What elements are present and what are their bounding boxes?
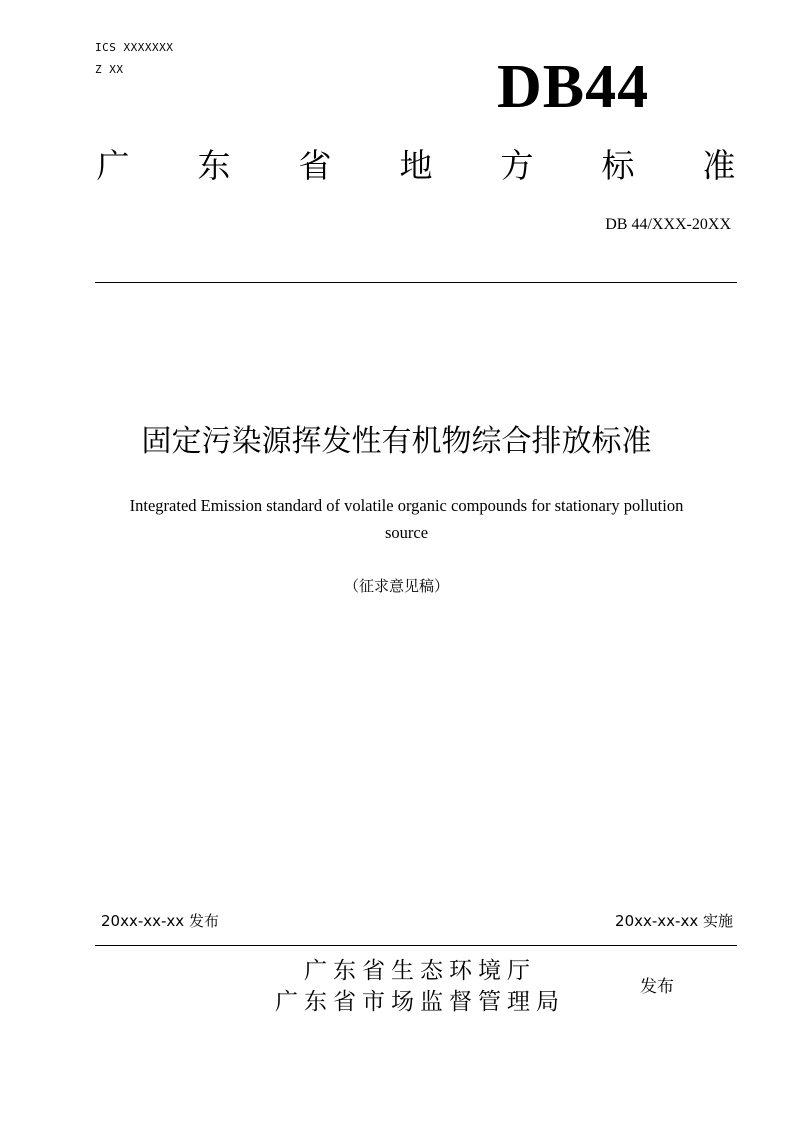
publish-date: 20xx-xx-xx 发布 — [101, 912, 219, 930]
standard-number: DB 44/XXX-20XX — [605, 216, 731, 233]
document-title-english: Integrated Emission standard of volatile organic compounds for stationary pollution source — [129, 496, 684, 542]
issuer-ecology-department: 广东省生态环境厅 — [304, 958, 536, 984]
draft-status: （征求意见稿） — [343, 577, 449, 595]
ics-code: ICS XXXXXXX — [95, 41, 174, 54]
authority-char: 省 — [298, 146, 332, 185]
header-divider — [95, 282, 737, 283]
authority-heading — [95, 146, 737, 186]
authority-char: 方 — [500, 146, 534, 185]
authority-char: 广 — [96, 146, 130, 185]
footer-divider — [95, 945, 737, 946]
issue-label: 发布 — [640, 977, 674, 997]
authority-char: 标 — [601, 146, 635, 185]
authority-char: 地 — [399, 146, 433, 185]
document-title-chinese: 固定污染源挥发性有机物综合排放标准 — [141, 424, 652, 459]
authority-char: 东 — [197, 146, 231, 185]
db44-logo: DB44 — [497, 53, 650, 121]
issuer-market-regulation: 广东省市场监督管理局 — [275, 989, 565, 1015]
authority-char: 准 — [702, 146, 736, 185]
implement-date: 20xx-xx-xx 实施 — [615, 912, 733, 930]
classification-code: Z XX — [95, 63, 124, 76]
